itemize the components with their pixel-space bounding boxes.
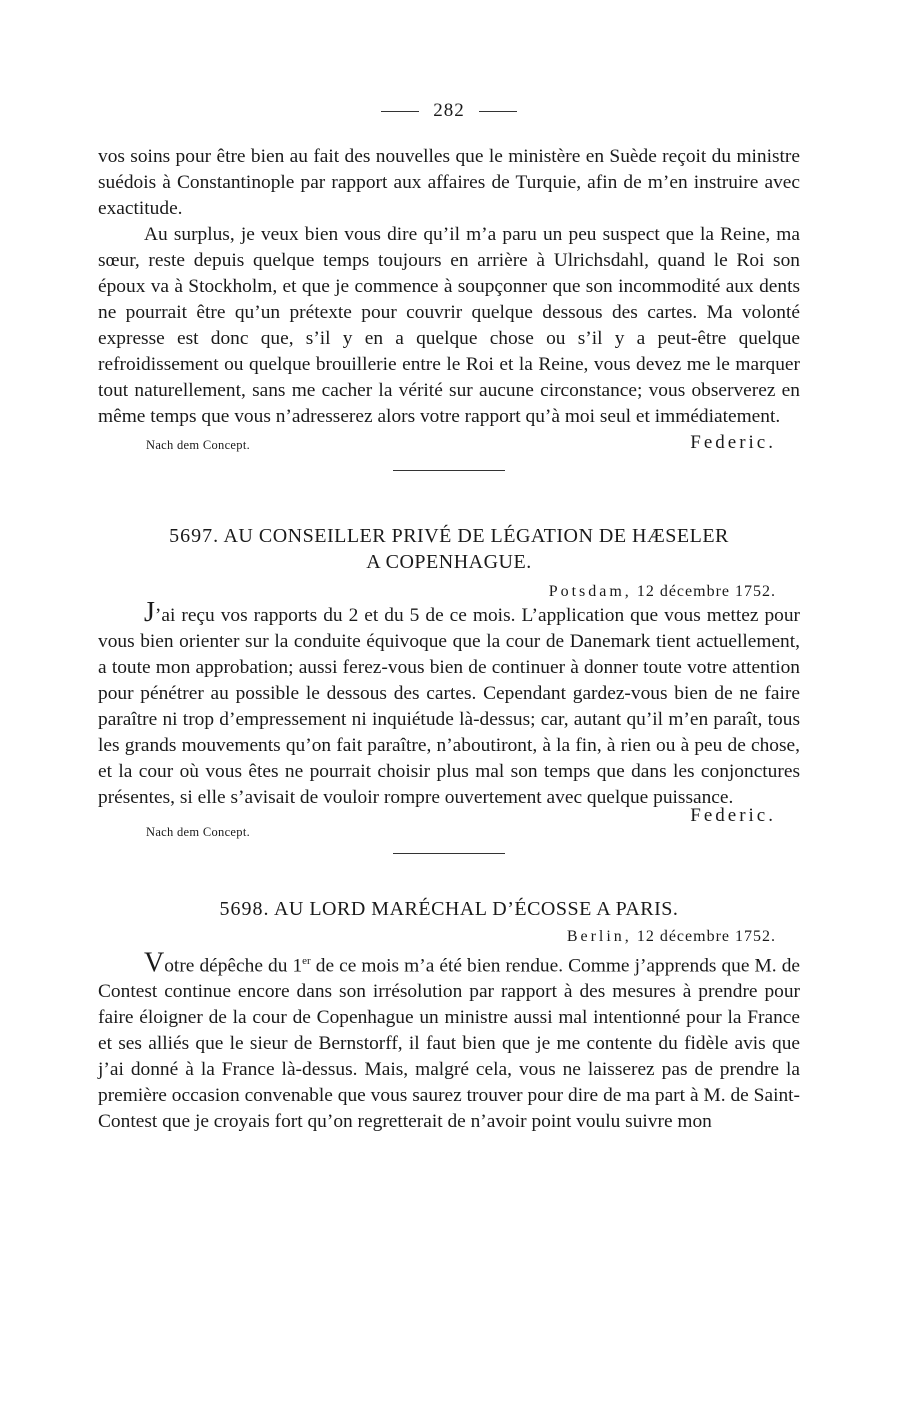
signature: Federic. xyxy=(690,805,776,826)
date-text: 12 décembre 1752. xyxy=(636,928,776,945)
letter-heading: AU LORD MARÉCHAL D’ÉCOSSE A PARIS. xyxy=(273,898,679,920)
continuation-paragraph-1: vos soins pour être bien au fait des nouvelles que le ministère en Suède reçoit du ministre suédois à Constantinople par rapport aux affaires de Turquie, afin de m’en instruire avec exactitude. xyxy=(98,146,800,219)
book-page xyxy=(98,100,800,1135)
letter-number: 5697. xyxy=(169,525,220,547)
signature-row-5697 xyxy=(98,805,800,841)
date-text: 12 décembre 1752. xyxy=(636,583,776,600)
letter-body-text: ’ai reçu vos rapports du 2 et du 5 de ce mois. L’application que vous mettez pour vous bien orienter sur la conduite équivoque que la cour de Danemark tient actuellement, a toute mon approbation; aussi ferez-vous bien de continuer à donner toute votre attention pour pénétrer au possible le dessous des cartes. Cependant gardez-vous bien de ne faire paraître ni trop d’empressement ni inquiétude là-dessus; car, autant qu’il m’en paraît, tous les grands mouvements qu’on fait paraître, n’aboutiront, à la fin, à rien ou à peu de chose, et la cour où vous êtes ne pourrait choisir plus mal son temps que dans les conjonctures présentes, si elle s’avisait de vouloir rompre ouvertement avec quelque puissance. xyxy=(98,605,800,808)
source-note: Nach dem Concept. xyxy=(146,438,251,452)
drop-cap: V xyxy=(144,947,165,979)
signature: Federic. xyxy=(690,432,776,453)
letter-body-5698 xyxy=(98,948,800,1135)
superscript: er xyxy=(302,955,311,967)
page-number-text: 282 xyxy=(433,100,465,121)
continuation-paragraph-2: Au surplus, je veux bien vous dire qu’il m’a paru un peu suspect que la Reine, ma sœur, reste depuis quelque temps toujours en arrière à Ulrichsdahl, quand le Roi son époux va à Stockholm, et que je commence à soupçonner que son incommodité aux dents ne pourrait être qu’un prétexte pour couvrir quelque dessous des cartes. Ma volonté expresse est donc que, s’il y en a quelque chose ou s’il y a peut-être quelque refroidissement ou quelque brouillerie entre le Roi et la Reine, vous devez me le marquer tout naturellement, sans me cacher la vérité sur aucune circonstance; vous observerez en même temps que vous n’adresserez alors votre rapport qu’à moi seul et immédiatement. xyxy=(98,224,800,427)
page-number xyxy=(98,100,800,122)
page-number-dash-right xyxy=(479,111,517,112)
letter-heading-line2: A COPENHAGUE. xyxy=(366,551,532,573)
page-number-dash-left xyxy=(381,111,419,112)
letter-body-start: otre dépêche du 1 xyxy=(164,955,303,977)
drop-cap: J xyxy=(144,597,155,628)
letter-number: 5698. xyxy=(219,898,270,920)
continuation-signature-row xyxy=(98,432,800,462)
source-note: Nach dem Concept. xyxy=(146,825,251,839)
letter-heading-5698 xyxy=(98,896,800,922)
dateline-5697 xyxy=(98,583,776,601)
letter-heading-line1: AU CONSEILLER PRIVÉ DE LÉGATION DE HÆSELER xyxy=(223,525,729,547)
letter-body-5697 xyxy=(98,597,800,811)
letter-body-rest: de ce mois m’a été bien rendue. Comme j’apprends que M. de Contest continue encore dans son irrésolution par rapport à des mesures à prendre pour faire éloigner de la cour de Copenhague un ministre aussi mal intentionné pour la France et ses alliés que le sieur de Bernstorff, il faut bien que je me contente du fidèle avis que j’ai donné à la France là-dessus. Mais, malgré cela, vous ne laisserez pas de prendre la première occasion convenable que vous saurez trouver pour dire de ma part à M. de Saint-Contest que je croyais fort qu’on regretterait de n’avoir point voulu suivre mon xyxy=(98,955,800,1133)
dateline-5698 xyxy=(98,928,776,946)
date-place: Potsdam, xyxy=(548,583,632,600)
date-place: Berlin, xyxy=(566,928,632,945)
letter-heading-5697 xyxy=(98,523,800,575)
